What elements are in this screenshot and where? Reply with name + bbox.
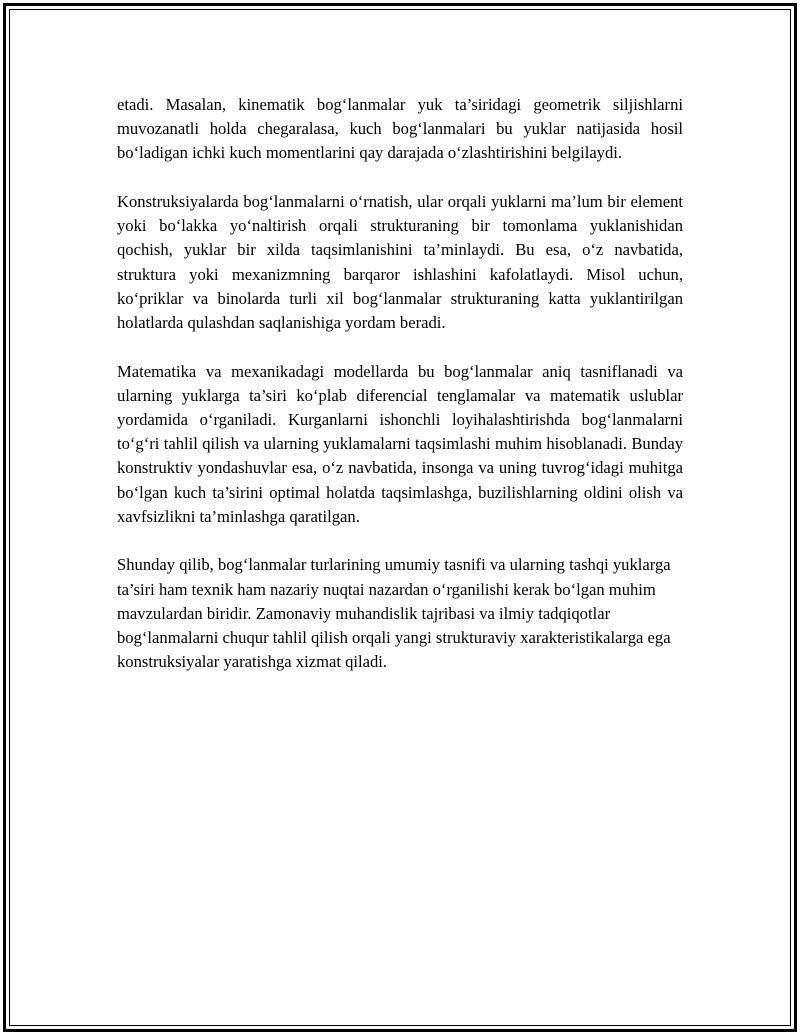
paragraph-4: Shunday qilib, bog‘lanmalar turlarining umumiy tasnifi va ularning tashqi yuklarga ta’siri ham texnik ham nazariy nuqtai nazardan o‘rganilishi kerak bo‘lgan muhim mavzulardan biridir. Zamonaviy muhandislik tajribasi va ilmiy tadqiqotlar bog‘lanmalarni chuqur tahlil qilish orqali yangi strukturaviy xarakteristikalarga ega konstruksiyalar yaratishga xizmat qiladi. bbox=[117, 555, 671, 672]
paragraph-1: etadi. Masalan, kinematik bog‘lanmalar yuk ta’siridagi geometrik siljishlarni muvozanatli holda chegaralasa, kuch bog‘lanmalari bu yuklar natijasida hosil bo‘ladigan ichki kuch momentlarini qay darajada o‘zlashtirishini belgilaydi. bbox=[117, 95, 683, 163]
paragraph-3: Matematika va mexanikadagi modellarda bu bog‘lanmalar aniq tasniflanadi va ularning yuklarga ta’siri ko‘plab diferencial tenglamalar va matematik uslublar yordamida o‘rganiladi. Kurganlarni ishonchli loyihalashtirishda bog‘lanmalarni to‘g‘ri tahlil qilish va ularning yuklamalarni taqsimlashi muhim hisoblanadi. Bunday konstruktiv yondashuvlar esa, o‘z navbatida, insonga va uning tuvrog‘idagi muhitga bo‘lgan kuch ta’sirini optimal holatda taqsimlashga, buzilishlarning oldini olish va xavfsizlikni ta’minlashga qaratilgan. bbox=[117, 361, 683, 526]
paragraph-2: Konstruksiyalarda bog‘lanmalarni o‘rnatish, ular orqali yuklarni ma’lum bir element yoki bo‘lakka yo‘naltirish orqali strukturaning bir tomonlama yuklanishidan qochish, yuklar bir xilda taqsimlanishini ta’minlaydi. Bu esa, o‘z navbatida, struktura yoki mexanizmning barqaror ishlashini kafolatlaydi. Misol uchun, ko‘priklar va binolarda turli xil bog‘lanmalar strukturaning katta yuklantirilgan holatlarda qulashdan saqlanishiga yordam beradi. bbox=[117, 192, 683, 333]
document-body bbox=[117, 93, 683, 699]
